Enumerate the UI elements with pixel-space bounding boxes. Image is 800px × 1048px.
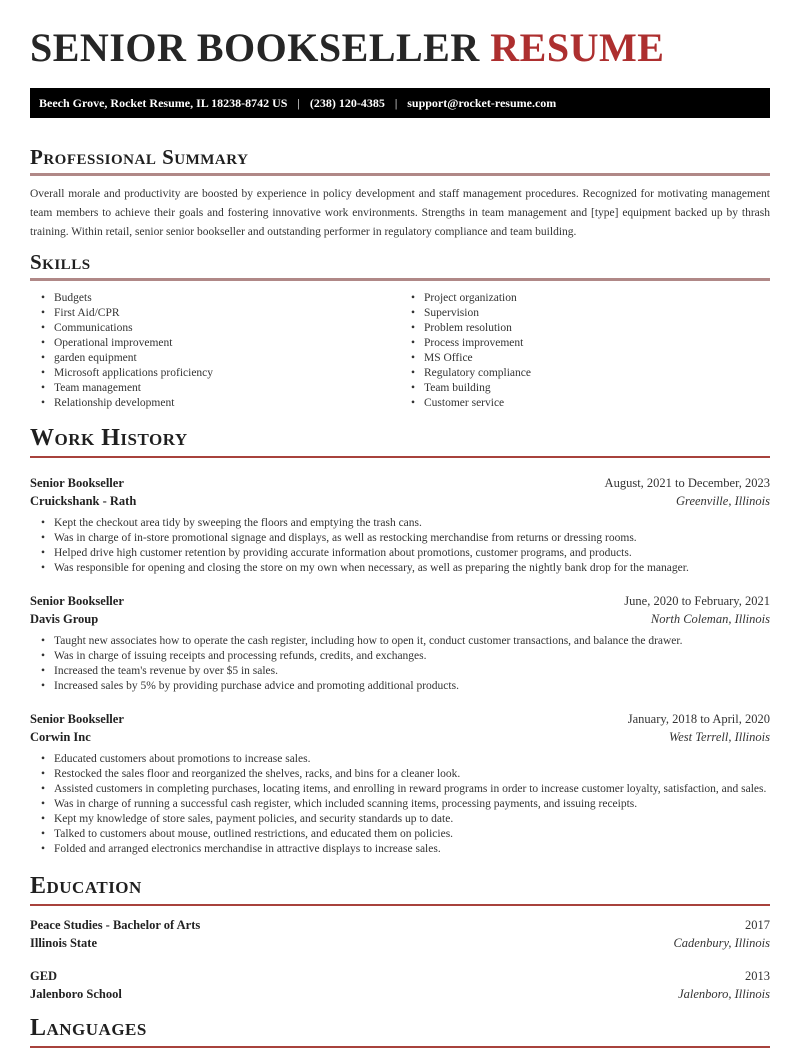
- skills-rule: [30, 278, 770, 281]
- job-employer-row: [30, 610, 770, 628]
- job-bullet: • Increased sales by 5% by providing purchase advice and promoting additional products.: [30, 679, 770, 694]
- skill-item: • Supervision: [400, 306, 770, 321]
- job-bullet: • Educated customers about promotions to increase sales.: [30, 752, 770, 767]
- skill-item: • Team building: [400, 381, 770, 396]
- skill-item: • Budgets: [30, 291, 400, 306]
- skill-item: • Microsoft applications proficiency: [30, 366, 400, 381]
- job-bullet: • Taught new associates how to operate the cash register, including how to open it, conduct customer transactions, and balance the drawer.: [30, 634, 770, 649]
- job-employer-row: [30, 492, 770, 510]
- job-title-row: [30, 592, 770, 610]
- skill-item: • garden equipment: [30, 351, 400, 366]
- education-rule: [30, 904, 770, 906]
- contact-email: support@rocket-resume.com: [407, 96, 557, 110]
- contact-bar: [30, 88, 770, 118]
- education-entry: [30, 967, 770, 1003]
- contact-separator: |: [297, 96, 300, 110]
- job-title: Senior Bookseller: [30, 712, 124, 727]
- skill-item: • Process improvement: [400, 336, 770, 351]
- education-school-row: [30, 934, 770, 952]
- education-location: Jalenboro, Illinois: [678, 987, 770, 1002]
- job-location: North Coleman, Illinois: [650, 612, 770, 627]
- skill-item: • Regulatory compliance: [400, 366, 770, 381]
- job-bullet: • Was responsible for opening and closing the store on my own when necessary, as well as preparing the nightly bank drop for the manager.: [30, 561, 770, 576]
- skill-item: • Project organization: [400, 291, 770, 306]
- resume-title-main: SENIOR BOOKSELLER: [30, 25, 480, 70]
- skill-item: • Communications: [30, 321, 400, 336]
- skill-item: • First Aid/CPR: [30, 306, 400, 321]
- section-heading-summary: Professional Summary: [30, 145, 249, 169]
- job-employer: Corwin Inc: [30, 730, 91, 745]
- job-title-row: [30, 474, 770, 492]
- job-bullet: • Helped drive high customer retention by providing accurate information about promotions, customer programs, and products.: [30, 546, 770, 561]
- resume-title: [30, 26, 770, 70]
- summary-text: Overall morale and productivity are boosted by experience in policy development and staff management procedures. Recognized for motivating management team members to achieve their goals and fostering innovative work environments. Strengths in team management and [type] equipment backed up by thrash training. Within retail, senior senior bookseller and outstanding performer in regulatory compliance and team building.: [30, 188, 770, 239]
- contact-address: Beech Grove, Rocket Resume, IL 18238-8742 US: [39, 96, 288, 110]
- resume-title-accent: RESUME: [479, 25, 665, 70]
- contact-phone: (238) 120-4385: [309, 96, 385, 110]
- skill-item: • Team management: [30, 381, 400, 396]
- skills-columns: [30, 291, 770, 411]
- skill-item: • MS Office: [400, 351, 770, 366]
- job-title: Senior Bookseller: [30, 476, 124, 491]
- work-history-rule: [30, 456, 770, 458]
- job-dates: August, 2021 to December, 2023: [604, 476, 770, 491]
- job-bullet: • Restocked the sales floor and reorganized the shelves, racks, and bins for a cleaner look.: [30, 767, 770, 782]
- education-degree: Peace Studies - Bachelor of Arts: [30, 918, 201, 933]
- education-entry: [30, 916, 770, 952]
- job-bullet: • Talked to customers about mouse, outlined restrictions, and educated them on policies.: [30, 827, 770, 842]
- job-bullet-list: [30, 516, 770, 576]
- skill-item: • Operational improvement: [30, 336, 400, 351]
- job-entry: [30, 710, 770, 857]
- education-location: Cadenbury, Illinois: [673, 936, 770, 951]
- job-entry: [30, 592, 770, 694]
- job-bullet-list: [30, 634, 770, 694]
- skills-column-left: [30, 291, 400, 411]
- job-employer: Davis Group: [30, 612, 99, 627]
- education-school-row: [30, 985, 770, 1003]
- job-location: Greenville, Illinois: [676, 494, 770, 509]
- job-bullet: • Kept my knowledge of store sales, payment policies, and security standards up to date.: [30, 812, 770, 827]
- job-dates: June, 2020 to February, 2021: [624, 594, 770, 609]
- section-heading-work-history: Work History: [30, 425, 188, 452]
- summary-rule: [30, 173, 770, 176]
- contact-separator: |: [394, 96, 398, 110]
- job-entry: [30, 474, 770, 576]
- job-bullet: • Kept the checkout area tidy by sweeping the floors and emptying the trash cans.: [30, 516, 770, 531]
- job-bullet-list: [30, 752, 770, 857]
- job-title: Senior Bookseller: [30, 594, 124, 609]
- skill-item: • Relationship development: [30, 396, 400, 411]
- job-bullet: • Increased the team's revenue by over $5 in sales.: [30, 664, 770, 679]
- job-bullet: • Assisted customers in completing purchases, locating items, and enrolling in reward programs in order to increase customer loyalty, satisfaction, and sales.: [30, 782, 770, 797]
- education-year: 2017: [745, 918, 770, 933]
- education-school: Jalenboro School: [30, 987, 122, 1002]
- section-heading-languages: Languages: [30, 1015, 147, 1042]
- job-employer-row: [30, 728, 770, 746]
- job-dates: January, 2018 to April, 2020: [627, 712, 770, 727]
- job-bullet: • Was in charge of in-store promotional signage and displays, as well as restocking merchandise from returns or dressing rooms.: [30, 531, 770, 546]
- education-degree-row: [30, 916, 770, 934]
- education-school: Illinois State: [30, 936, 98, 951]
- job-bullet: • Was in charge of issuing receipts and processing refunds, credits, and exchanges.: [30, 649, 770, 664]
- job-title-row: [30, 710, 770, 728]
- section-heading-skills: Skills: [30, 250, 91, 275]
- job-location: West Terrell, Illinois: [668, 730, 770, 745]
- education-degree: GED: [30, 969, 58, 984]
- section-heading-education: Education: [30, 873, 142, 900]
- skill-item: • Problem resolution: [400, 321, 770, 336]
- job-employer: Cruickshank - Rath: [30, 494, 137, 509]
- skills-column-right: [400, 291, 770, 411]
- job-bullet: • Folded and arranged electronics merchandise in attractive displays to increase sales.: [30, 842, 770, 857]
- job-bullet: • Was in charge of running a successful cash register, which included scanning items, processing payments, and issuing receipts.: [30, 797, 770, 812]
- skill-item: • Customer service: [400, 396, 770, 411]
- education-year: 2013: [745, 969, 770, 984]
- education-degree-row: [30, 967, 770, 985]
